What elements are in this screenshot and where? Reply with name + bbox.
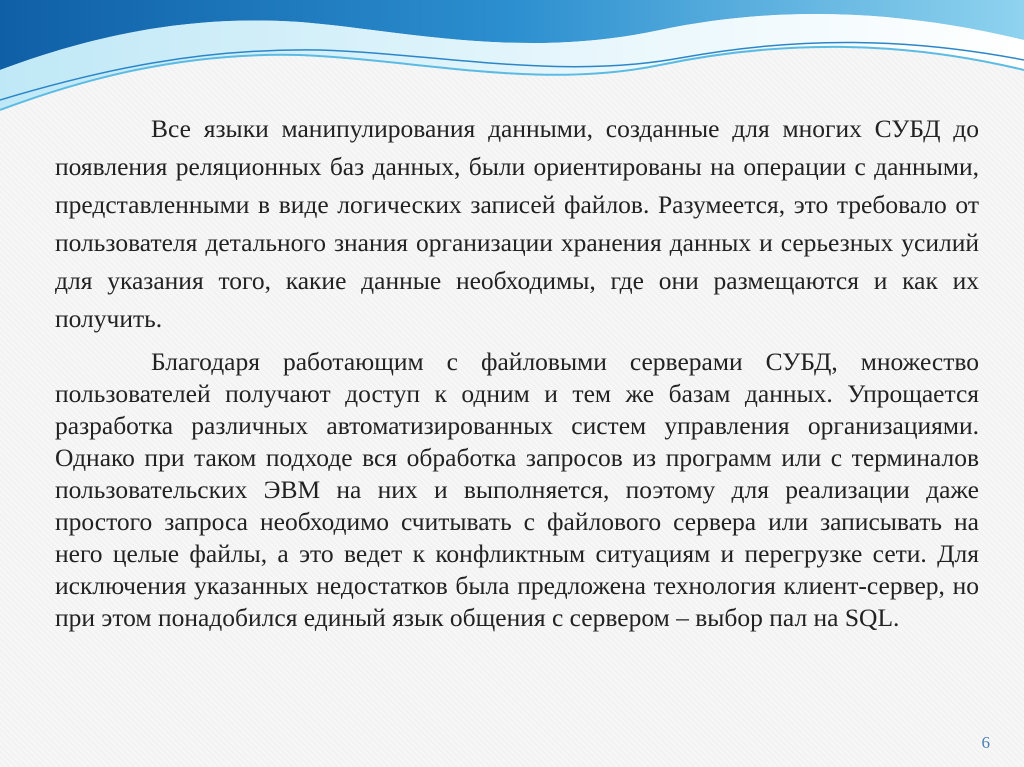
slide-body xyxy=(55,110,979,634)
paragraph-2: Благодаря работающим с файловыми серверами СУБД, множество пользователей получают доступ к одним и тем же базам данных. Упрощается разработка различных автоматизированных систем управления организациями. Однако при таком подходе вся обработка запросов из программ или с терминалов пользовательских ЭВМ на них и выполняется, поэтому для реализации даже простого запроса необходимо считывать с файлового сервера или записывать на него целые файлы, а это ведет к конфликтным ситуациям и перегрузке сети. Для исключения указанных недостатков была предложена технология клиент-сервер, но при этом понадобился единый язык общения с сервером – выбор пал на SQL. xyxy=(55,347,979,632)
page-number: 6 xyxy=(981,733,990,752)
paragraph-1: Все языки манипулирования данными, созданные для многих СУБД до появления реляционных баз данных, были ориентированы на операции с данными, представленными в виде логических записей файлов. Разумеется, это требовало от пользователя детального знания организации хранения данных и серьезных усилий для указания того, какие данные необходимы, где они размещаются и как их получить. xyxy=(55,114,979,333)
